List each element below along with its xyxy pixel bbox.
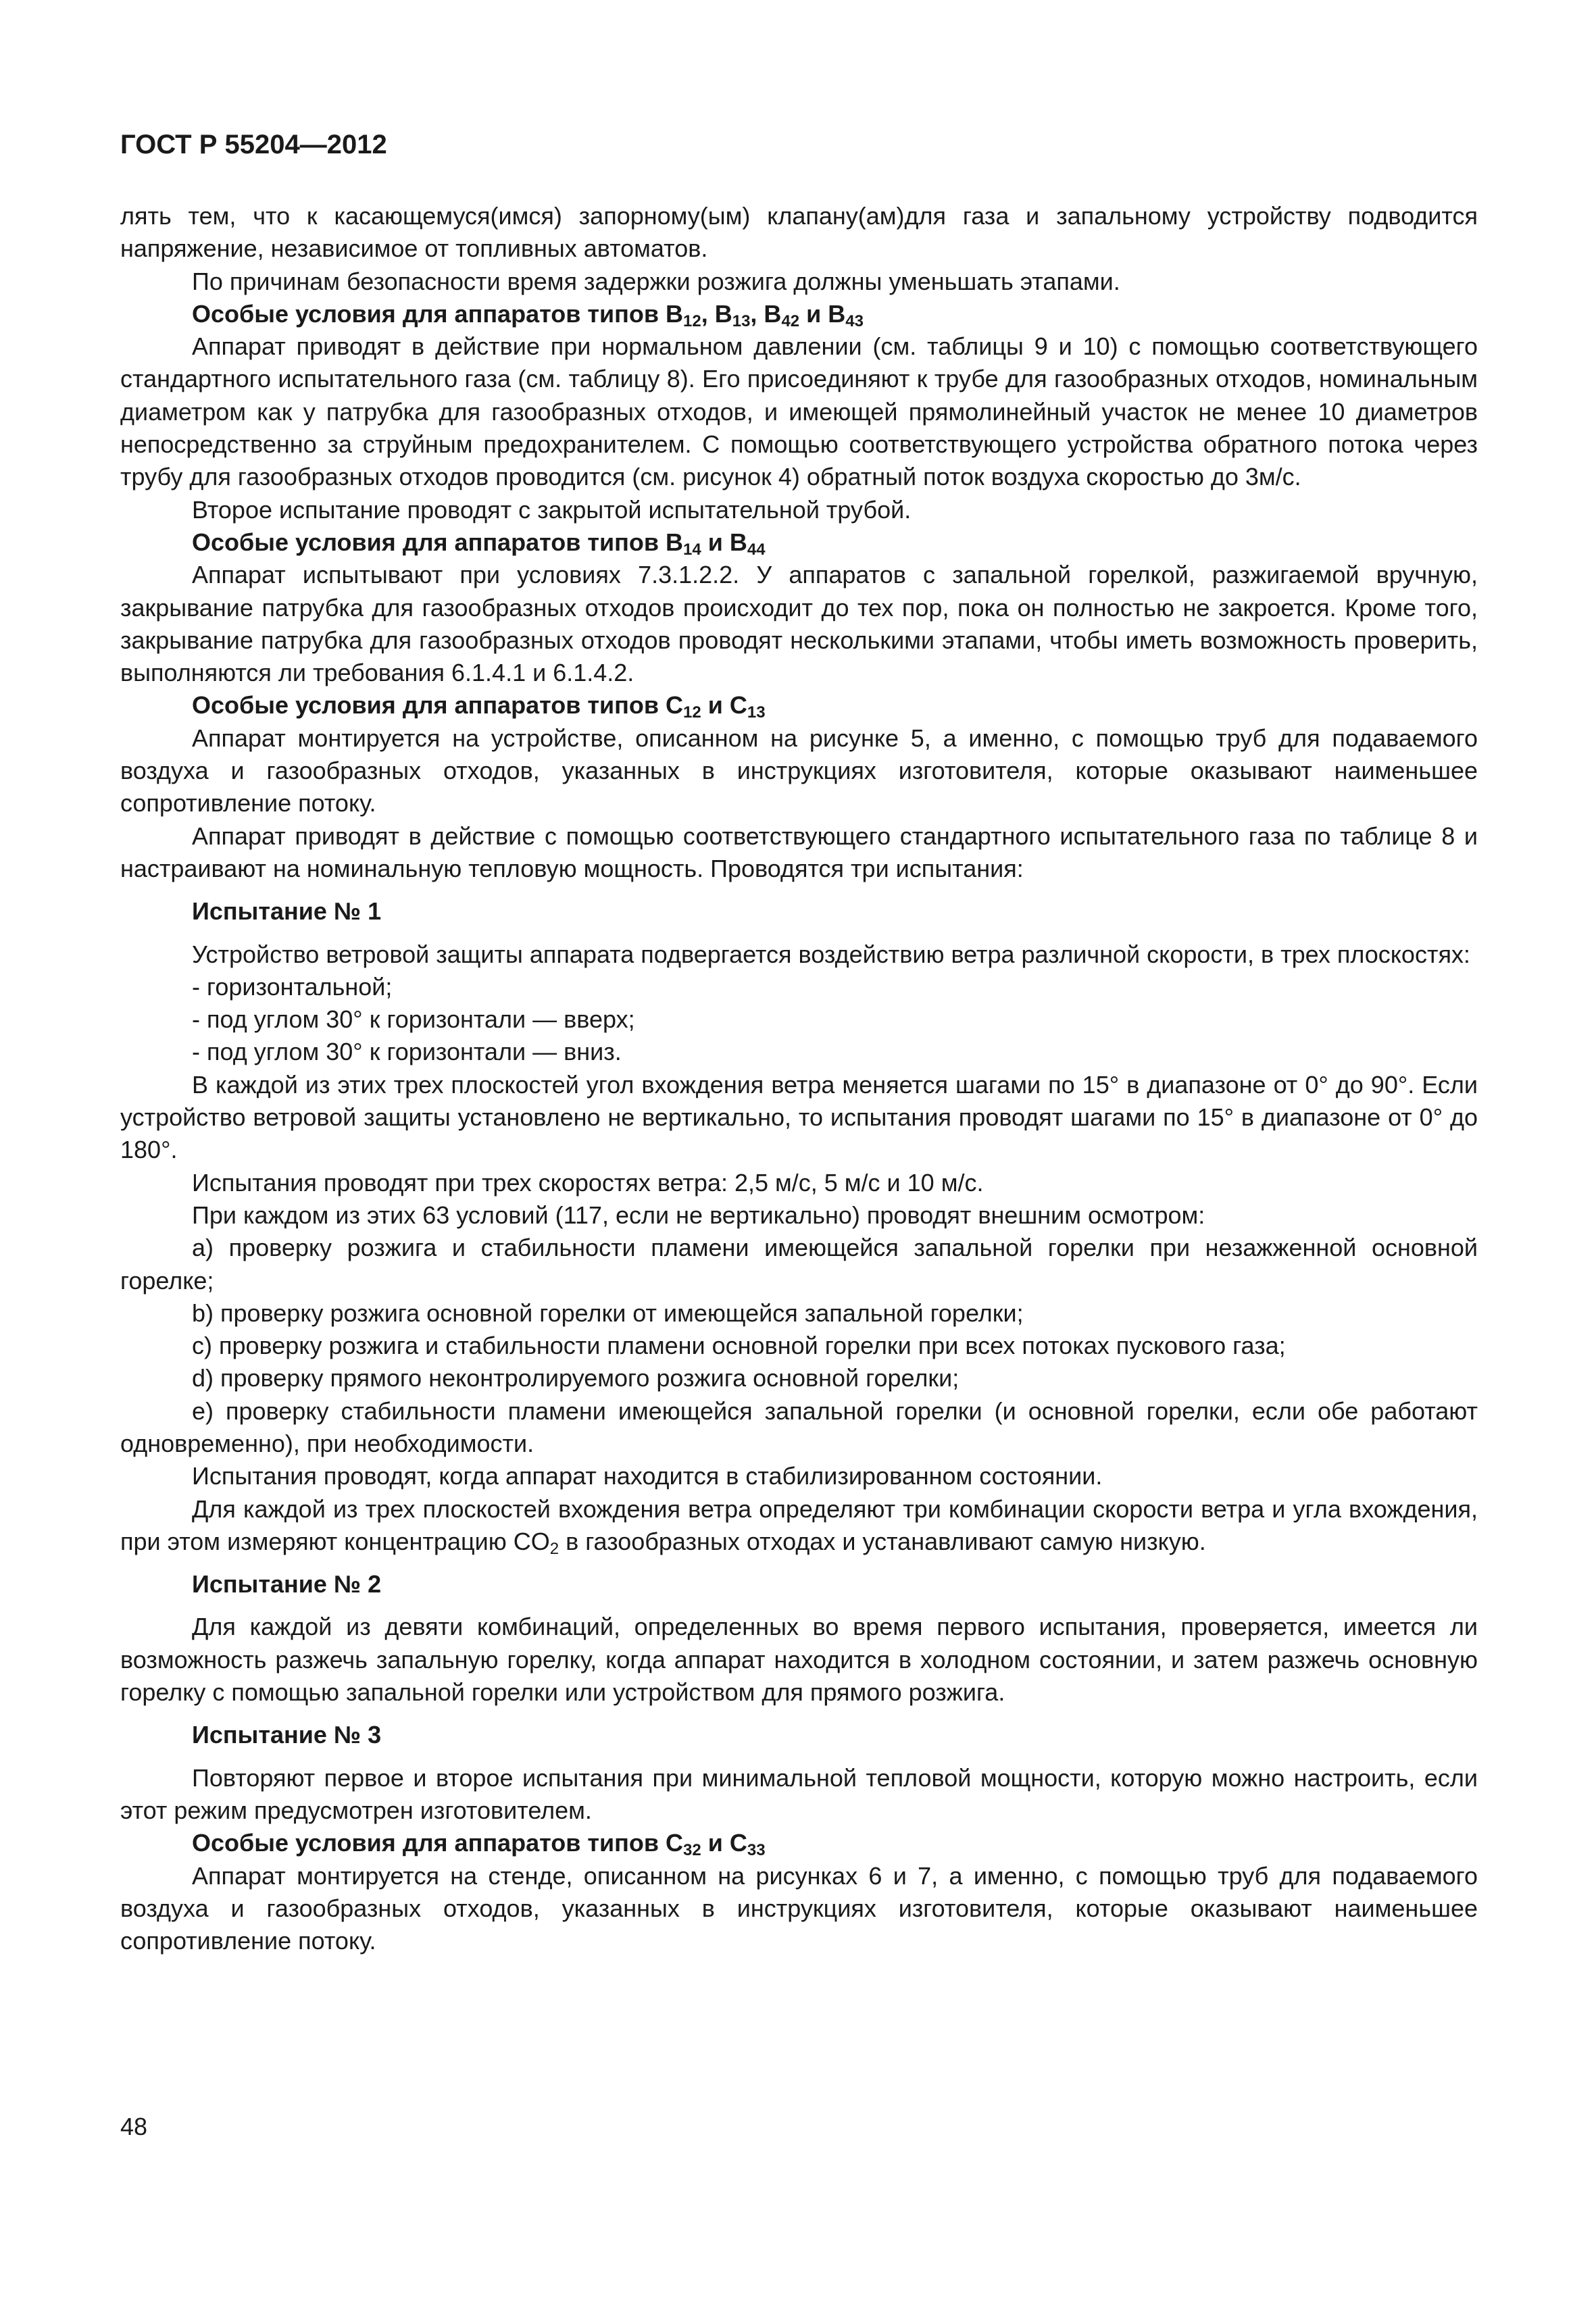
section-heading: Особые условия для аппаратов типов $C_{32}$ и $C_{33}$	[192, 1829, 766, 1860]
section-heading: Особые условия для аппаратов типов $B_{14}$ и $B_{44}$	[192, 528, 766, 559]
paragraph: Аппарат монтируется на стенде, описанном на рисунках 6 и 7, а именно, с помощью труб для подаваемого воздуха и газообразных отходов, указанных в инструкциях изготовителя, которые оказывают наименьшее сопротивление потоку.	[120, 1861, 1478, 1955]
list-item: с) проверку розжига и стабильности пламени основной горелки при всех потоках пускового газа;	[192, 1332, 1286, 1360]
paragraph: При каждом из этих 63 условий (117, если не вертикально) проводят внешним осмотром:	[192, 1201, 1205, 1229]
document-header: ГОСТ Р 55204—2012	[120, 130, 387, 159]
page-number: 48	[120, 2113, 148, 2140]
paragraph: Устройство ветровой защиты аппарата подвергается воздействию ветра различной скорости, в трех плоскостях:	[192, 940, 1470, 968]
list-item: d) проверку прямого неконтролируемого розжига основной горелки;	[192, 1364, 959, 1392]
document-body	[120, 200, 1478, 1957]
paragraph: По причинам безопасности время задержки розжига должны уменьшать этапами.	[192, 267, 1120, 295]
list-item: е) проверку стабильности пламени имеющейся запальной горелки (и основной горелки, если обе работают одновременно), при необходимости.	[120, 1397, 1478, 1457]
list-item: - под углом 30° к горизонтали — вниз.	[192, 1038, 622, 1066]
test-heading: Испытание № 1	[192, 897, 382, 926]
paragraph: Для каждой из девяти комбинаций, определенных во время первого испытания, проверяется, имеется ли возможность разжечь запальную горелку, когда аппарат находится в холодном состоянии, и затем разжечь основную горелку с помощью запальной горелки или устройством для прямого розжига.	[120, 1613, 1478, 1707]
paragraph: Аппарат испытывают при условиях 7.3.1.2.2. У аппаратов с запальной горелкой, разжигаемой вручную, закрывание патрубка для газообразных отходов происходит до тех пор, пока он полностью не закроется. Кроме того, закрывание патрубка для газообразных отходов проводят несколькими этапами, чтобы иметь возможность проверить, выполняются ли требования 6.1.4.1 и 6.1.4.2.	[120, 561, 1478, 687]
paragraph: Испытания проводят, когда аппарат находится в стабилизированном состоянии.	[192, 1462, 1103, 1490]
paragraph: Аппарат приводят в действие с помощью соответствующего стандартного испытательного газа по таблице 8 и настраивают на номинальную тепловую мощность. Проводятся три испытания:	[120, 822, 1478, 882]
list-item: - горизонтальной;	[192, 972, 393, 1001]
test-heading: Испытание № 2	[192, 1570, 382, 1599]
paragraph: Испытания проводят при трех скоростях ветра: 2,5 м/с, 5 м/с и 10 м/с.	[192, 1168, 984, 1197]
paragraph: Повторяют первое и второе испытания при минимальной тепловой мощности, которую можно настроить, если этот режим предусмотрен изготовителем.	[120, 1763, 1478, 1824]
list-item: а) проверку розжига и стабильности пламени имеющейся запальной горелки при незажженной основной горелке;	[120, 1234, 1478, 1294]
list-item: b) проверку розжига основной горелки от имеющейся запальной горелки;	[192, 1299, 1024, 1327]
paragraph: лять тем, что к касающемуся(имся) запорному(ым) клапану(ам)для газа и запальному устройству подводится напряжение, независимое от топливных автоматов.	[120, 202, 1478, 263]
paragraph: Для каждой из трех плоскостей вхождения ветра определяют три комбинации скорости ветра и угла вхождения, при этом измеряют концентрацию $CO_2$ в газообразных отходах и устанавливают самую низкую.	[120, 1494, 1478, 1558]
section-heading: Особые условия для аппаратов типов $C_{12}$ и $C_{13}$	[192, 691, 766, 722]
section-heading: Особые условия для аппаратов типов $B_{12}$, $B_{13}$, $B_{42}$ и $B_{43}$	[192, 299, 864, 330]
paragraph: Второе испытание проводят с закрытой испытательной трубой.	[192, 495, 912, 524]
list-item: - под углом 30° к горизонтали — вверх;	[192, 1005, 635, 1034]
paragraph: В каждой из этих трех плоскостей угол вхождения ветра меняется шагами по 15° в диапазоне от 0° до 90°. Если устройство ветровой защиты установлено не вертикально, то испытания проводят шагами по 15° в диапазоне от 0° до 180°.	[120, 1070, 1478, 1164]
paragraph: Аппарат приводят в действие при нормальном давлении (см. таблицы 9 и 10) с помощью соответствующего стандартного испытательного газа (см. таблицу 8). Его присоединяют к трубе для газообразных отходов, номинальным диаметром как у патрубка для газообразных отходов, и имеющей прямолинейный участок не менее 10 диаметров непосредственно за струйным предохранителем. С помощью соответствующего устройства обратного потока через трубу для газообразных отходов проводится (см. рисунок 4) обратный поток воздуха скоростью до 3м/с.	[120, 332, 1478, 491]
test-heading: Испытание № 3	[192, 1721, 382, 1749]
paragraph: Аппарат монтируется на устройстве, описанном на рисунке 5, а именно, с помощью труб для подаваемого воздуха и газообразных отходов, указанных в инструкциях изготовителя, которые оказывают наименьшее сопротивление потоку.	[120, 724, 1478, 818]
